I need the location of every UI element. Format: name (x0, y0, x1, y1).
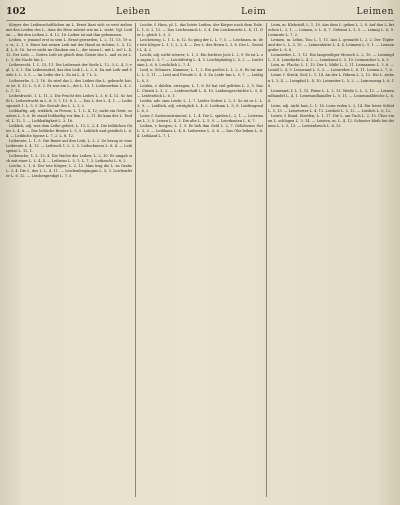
dictionary-entry: Leibeserbe, L. 1, 16. So wird das L. des Leibes das L. gebracht hat; er ist. 4. 12; L. 5, 6. 2. Er war ein L., der L. 13, 1. Leibeserben L. 4, 2. L. 7, 12. (6, 78, 132, 93)
dictionary-entry: Leibrente, L. 1, 5. Die Rente auf den Leib; L. 3, 2. So bezog er eine Leibrente L. 4, 13. — Leibrock 1. L. 2, 5. Leibschmerz L. 6, 4. — Leibspeise L. 12, 1. (6, 139, 132, 154)
page-header (6, 6, 394, 20)
dictionary-entry: Leid, n. Schmerz, Kummer; L. 1, 2. Ein großes L. L. 2, 6. Es tut mir L. L. 3, 11. — Leid und Freude L. 4, 9. Zu Leide tun L. 5, 7. — Leidig L. 6, 3. (137, 68, 263, 83)
dictionary-entry: Leine, f. Strick, Seil; L. 1, 14. An der L. führen L. 2, 12. Die L. ziehen L. 3, 4. — Leinpfad L. 4, 10. Leinreiter L. 5, 2. — Leinenzeug L. 6, 10. (268, 73, 394, 88)
dictionary-entry: Leiche, f. Hass, pl. L. das letzte Leiden, der Körper nach dem Tode. L. 1, 6; 2, 12. — Das Leichentuch L. 3, 4. Die Leichenrede L. 4, 11. Der L. gleich L. 5, 3. (137, 23, 263, 38)
dictionary-entry: Leiste, f. Rand, Streifen; L. 1, 17. Die L. am Tuch L. 2, 15. Über einen L. schlagen L. 3, 14. — Leisten, m. L. 4, 12. Schuster bleib bei deinem L. L. 5, 13. — Leistenbruch L. 6, 13. (268, 113, 394, 128)
header-right-word: Leimen (356, 7, 394, 17)
column-divider-2 (266, 23, 267, 497)
dictionary-entry: Leichenzug, L. 1. L. 6, 12. So ging der L. L. 7, 5. — Leichnam, m. der tote Körper L. 1, 1; L. 2, 4. — Der L. des Herrn L. 3, 6. Des L. Gestalt L. 4, 2. (137, 38, 263, 53)
dictionary-entry: Leider, adv. zum Leide; L. 1, 7. Leider Gottes L. 2, 3. So ist es L. L. 3, 9. — Leidlich, adj. erträglich L. 4, 6. Leidsam L. 5, 8. Leidtragend L. 6, 2. (137, 98, 263, 113)
column-divider-1 (135, 23, 136, 497)
dictionary-entry: Leiblich, adj. was dem Leibe gehört; L. 13; L. 2, 4. Die leiblichen Güter L. 4, 6. — Der leibliche Bruder L. 5, 5. Leiblich und geistlich L. 6, 4. — Leibliche Speise L. 7, 2. L. 8, 12. (6, 123, 132, 139)
dictionary-entry: Leiden, v. dulden, ertragen; L. 1, 8. Er hat viel gelitten L. 2, 5. Das L. Christi L. 3, 2. — Leidenschaft L. 4, 10. Leidensgeschichte L. 5, 4. — Leidentlich L. 6, 1. (137, 83, 263, 98)
dictionary-entry: Leiche, L. 1, 6. Der tote Körper; L. 2, 12. Man trug die L. zu Grabe L. 3, 4. Die L. des L. L. 4, 11. — Leichenbegängnis L. 5, 3. Leichenfeier L. 6, 12. — Leichenpredigt L. 7, 5. (6, 164, 132, 179)
page-number: 102 (6, 6, 26, 17)
header-rule (6, 20, 394, 21)
dictionary-entry: Leicht, adj. nicht schwer; L. 1, 3. Ein leichtes Joch L. 2, 9. Es ist L. zu sagen L. 3, 7. — Leichtfertig L. 4, 5. Leichtgläubig L. 5, 2. — Leichtsinn L. 6, 8. Leichtlich L. 7, 4. (137, 53, 263, 68)
dictionary-entry: Leinwand, f. L. 1, 15. Feine L. L. 2, 13. Weiße L. L. 3, 12. — Leinwandhandel L. 4, 1. Leinwandhändler L. 5, 11. — Leinwandbleiche L. 6, 8. (268, 88, 394, 103)
header-left-word: Leiben (116, 7, 151, 17)
text-column-1 (6, 23, 132, 497)
header-center-word: Leim (241, 7, 267, 17)
dictionary-entry: Leibesrecht, 1. L. 13, 11. Die Leibesnot der Seele L. 12, 3; L. 4, 5; vgl. L. 6, 1. Ein Leibesmittel, das den Leib L. L. 2, 6. Da mit Leib und Seele L. L. 3, 5. — Im Leibe der L. Es ist L. 4, 7 L. L. (6, 63, 132, 78)
dictionary-entry: Leibesfrucht, 1. L. 11, 2. Die Frucht des Leibes L. 3, 6; 4, 12. So heißt L. Leibesfrucht in L. 6, 5; 7, 11. 8, 2. — Das L. der L. 4, 1. — Leibesgestalt 1. L. 5, 5. Die Gestalt des L. L. 3, 2. (6, 93, 132, 108)
dictionary-entry: Leimen, m. Lehm, Ton; L. 1, 11. Aus L. gemacht L. 2, 2. Der Töpfer und der L. L. 3, 10. — Leimenhütte L. 4, 4. Leimern L. 5, 1. — Leimengrube L. 6, 6. (268, 38, 394, 53)
text-column-3 (268, 23, 394, 497)
dictionary-entry: Leimsieder, L. 1, 12. Ein langweiliger Mensch L. 2, 10. — Leimtopf L. 3, 8. Leimfarbe L. 4, 2. — Leimkraut L. 5, 10. Leimzucker L. 6, 5. (268, 53, 394, 63)
dictionary-entry: Leibhaftig, adj. wirklich, in Person; L. 1. L. 4, 12; nicht ein Geist, sondern L. 5, 6. Er stand leibhaftig vor ihm L. 2, 11. Es kam der L. Teufel, L. 12, 1. — Leibhaftigkeit L. 3, 16. (6, 108, 132, 123)
dictionary-entry: Leiben, v. jemand erst in sein L. Ernst geworden; L. 2, 11, 13, 19 u. s. w.; L. 1, 5. Einer hat seinen Leib mit der Hand zu richten; L. 3, 12, 4; L. 8, 16. Ist er nicht im Glauben ein L., der einen L. mit L. ist? L. 4, 12. Der Leib, — Gottes Leib ist gleich dem Geiste des L. und es ist L. L. 3; die Nacht hin L. (6, 38, 132, 63)
dictionary-entry: Leihen, v. borgen; L. 1, 9. Er lieh ihm Geld L. 2, 7. Geliehenes Gut L. 3, 3. — Leihhaus L. 4, 8. Leihweise L. 5, 6. — Das Ohr leihen L. 6, 4. Leihkauf L. 7, 1. (137, 123, 263, 139)
dictionary-entry: Leier, f. Saiteninstrument; L. 1, 4. Die L. spielen L. 2, 1. — Leiermann L. 3, 5. Leiern L. 4, 3. Die alte L. L. 5, 9. — Leierkasten L. 6, 7. (137, 113, 263, 123)
dictionary-entry: Leim, m. Klebstoff; L. 1, 10. Aus dem L. gehen L. 2, 8. Auf den L. kriechen L. 3, 1. — Leimen, v. L. 4, 7. Geleimt L. 5, 5. — Leimig L. 6, 9. Leimrute L. 7, 2. (268, 23, 394, 38)
dictionary-entry: Lein, m. Flachs; L. 1, 13. Der L. blüht L. 2, 11. Leinsamen L. 3, 6. — Leinöl L. 4, 9. Leinwand L. 5, 3. — Leinweber L. 6, 11. Leinen L. 7, 8. (268, 63, 394, 73)
dictionary-entry: Leibwache, 1. L. 13, 4. Die Wache des Leibes; L. 2, 10. Er umgab sich mit einer L. L. 4, 4. — Leibzins L. 5, 1; L. 7, 3. Leibzucht L. 8, 2. (6, 154, 132, 164)
text-column-2 (137, 23, 263, 497)
dictionary-entry: Körper des Leidenschaftlichen im L. Ernst lässt sich so weit ziehen mit den Leiden des L., dasz ihr Herz zuletzt wie im L. steht. Vgl. Leiden. — Bei den Leiben L. 4. 12, 16. Leiber ist mit ihm gekommen. (6, 23, 132, 38)
dictionary-entry: Leise, adj. nicht laut; L. 1, 16. Leise reden L. 2, 14. Ein leiser Schlaf L. 3, 13. — Leisetreter L. 4, 11. Leisheit L. 5, 12. — Leislich L. 6, 12. (268, 103, 394, 113)
